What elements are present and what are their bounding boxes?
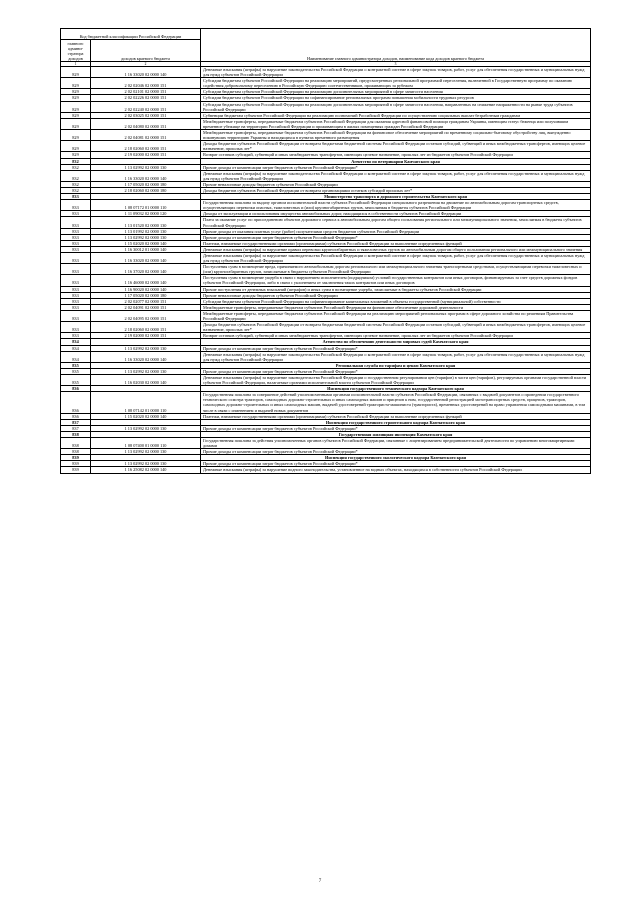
- revenue-code-cell: 1 15 02020 02 0000 140: [91, 413, 201, 419]
- revenue-code-cell: 1 13 01520 02 0000 130: [91, 217, 201, 228]
- revenue-code-cell: 1 13 01992 02 0000 130: [91, 228, 201, 234]
- revenue-name-cell: Прочие неналоговые доходы бюджетов субъектов Российской Федерации: [201, 292, 591, 298]
- admin-code-cell: 836: [61, 386, 91, 392]
- admin-code-cell: 833: [61, 275, 91, 286]
- admin-code-cell: 832: [61, 164, 91, 170]
- revenue-name-cell: Денежные взыскания (штрафы) за нарушение законодательства Российской Федерации о государственном регулировании цен (тарифов) в части цен (тарифов), регулируемых органами государственной власти субъектов Российской Федерации, налагаемые органами исполнительной власти субъектов Российской Федерации: [201, 374, 591, 385]
- admin-code-cell: 833: [61, 217, 91, 228]
- admin-code-cell: 833: [61, 333, 91, 339]
- revenue-code-cell: 2 02 02077 02 0000 151: [91, 298, 201, 304]
- revenue-name-cell: Прочие доходы от компенсации затрат бюджетов субъектов Российской Федерации*: [201, 164, 591, 170]
- admin-code-cell: 833: [61, 298, 91, 304]
- section-title-cell: Агентство по обеспечению деятельности мировых судей Камчатского края: [201, 339, 591, 345]
- revenue-name-cell: Денежные взыскания (штрафы) за нарушение законодательства Российской Федерации о контрактной системе в сфере закупок товаров, работ, услуг для обеспечения государственных и муниципальных нужд для нужд субъектов Российской Федерации: [201, 351, 591, 362]
- revenue-code-cell: 1 15 02020 02 0000 140: [91, 240, 201, 246]
- revenue-name-cell: Государственная пошлина за совершение действий уполномоченными органами исполнительной власти субъектов Российской Федерации, связанных с выдачей документов о проведении государственного технического осмотра тракторов, самоходных дорожно-строительных и иных самоходных машин и прицепов к ним, государственной регистрацией мототранспортных средств, прицепов, тракторов, самоходных дорожно-строительных и иных самоходных машин, выдачей удостоверений тракториста-машиниста (тракториста), временных удостоверений на право управления самоходными машинами, в том числе в связи с изменением и выдачей новых документов: [201, 392, 591, 413]
- admin-code-cell: 832: [61, 170, 91, 181]
- column-number: 1: [61, 62, 91, 67]
- admin-code-cell: 838: [61, 438, 91, 449]
- admin-code-cell: 834: [61, 339, 91, 345]
- table-row: [61, 152, 591, 158]
- revenue-code-cell: 1 08 07142 01 0000 110: [91, 392, 201, 413]
- revenue-name-cell: Денежные взыскания (штрафы) за нарушение водного законодательства, установленное на водных объектах, находящихся в собственности субъектов Российской Федерации: [201, 467, 591, 473]
- table-body: [61, 67, 591, 474]
- table-row: [61, 217, 591, 228]
- admin-code-cell: 833: [61, 304, 91, 310]
- table-row: [61, 101, 591, 112]
- revenue-name-cell: Денежные взыскания (штрафы) за нарушение законодательства Российской Федерации о контрактной системе в сфере закупок товаров, работ, услуг для обеспечения государственных и муниципальных нужд для нужд субъектов Российской Федерации: [201, 170, 591, 181]
- admin-code-cell: 835: [61, 368, 91, 374]
- admin-code-cell: 837: [61, 425, 91, 431]
- admin-code-cell: 832: [61, 158, 91, 164]
- admin-code-cell: 829: [61, 152, 91, 158]
- revenue-code-cell: 2 02 04091 02 0000 151: [91, 304, 201, 310]
- revenue-name-cell: Прочие поступления от денежных взысканий (штрафов) и иных сумм в возмещение ущерба, зачисляемые в бюджеты субъектов Российской Федерации: [201, 286, 591, 292]
- revenue-code-cell: 2 02 02240 02 0000 151: [91, 101, 201, 112]
- table-row: [61, 78, 591, 89]
- revenue-name-cell: Субсидии бюджетам субъектов Российской Федерации на реализацию дополнительных мероприятий в сфере занятости населения, направленных на снижение напряженности на рынке труда субъектов Российской Федерации: [201, 101, 591, 112]
- revenue-code-cell: 2 02 03025 02 0000 151: [91, 112, 201, 118]
- revenue-code-cell: 2 02 02046 02 0000 151: [91, 78, 201, 89]
- admin-code-cell: 839: [61, 467, 91, 473]
- revenue-name-cell: Возврат остатков субсидий, субвенций и иных межбюджетных трансфертов, имеющих целевое назначение, прошлых лет из бюджетов субъектов Российской Федерации: [201, 333, 591, 339]
- admin-code-cell: 834: [61, 345, 91, 351]
- section-title-cell: Инспекция государственного строительного надзора Камчатского края: [201, 419, 591, 425]
- revenue-code-cell: 1 16 46000 02 0000 140: [91, 275, 201, 286]
- admin-code-cell: 832: [61, 181, 91, 187]
- table-row: [61, 333, 591, 339]
- table-row: [61, 246, 591, 252]
- table-row: [61, 67, 591, 78]
- table-row: [61, 170, 591, 181]
- admin-code-cell: 833: [61, 200, 91, 211]
- revenue-code-cell: 1 17 05020 02 0000 180: [91, 181, 201, 187]
- revenue-code-cell: 1 16 25082 02 0000 140: [91, 467, 201, 473]
- revenue-code-cell: 1 16 30012 01 0000 140: [91, 246, 201, 252]
- admin-code-cell: 839: [61, 455, 91, 461]
- revenue-classification-table: [60, 28, 591, 474]
- revenue-name-cell: Прочие доходы от оказания платных услуг (работ) получателями средств бюджетов субъектов Российской Федерации: [201, 228, 591, 234]
- admin-code-cell: 829: [61, 95, 91, 101]
- revenue-code-cell: 2 19 02000 02 0000 151: [91, 152, 201, 158]
- revenue-name-cell: Межбюджетные трансферты, передаваемые бюджетам субъектов Российской Федерации для оказания адресной финансовой помощи гражданам Украины, имеющим статус беженца или получившим временное убежище на территории Российской Федерации и проживающим в жилых помещениях граждан Российской Федерации: [201, 118, 591, 129]
- admin-code-cell: 838: [61, 431, 91, 437]
- admin-code-cell: 832: [61, 187, 91, 193]
- revenue-name-cell: Прочие доходы от компенсации затрат бюджетов субъектов Российской Федерации*: [201, 425, 591, 431]
- admin-code-cell: 829: [61, 101, 91, 112]
- admin-code-cell: 833: [61, 234, 91, 240]
- admin-code-cell: 833: [61, 292, 91, 298]
- table-row: [61, 264, 591, 275]
- header-code-group: Код бюджетной классификации Российской Федерации: [61, 29, 201, 40]
- admin-code-cell: 829: [61, 118, 91, 129]
- revenue-name-cell: Платежи, взимаемые государственными органами (организациями) субъектов Российской Федерации за выполнение определенных функций: [201, 240, 591, 246]
- admin-code-cell: 833: [61, 310, 91, 321]
- revenue-code-cell: 2 02 04095 02 0000 151: [91, 310, 201, 321]
- revenue-name-cell: Субсидии бюджетам субъектов Российской Федерации на реализацию дополнительных мероприятий в сфере занятости населения: [201, 89, 591, 95]
- admin-code-cell: 836: [61, 392, 91, 413]
- revenue-name-cell: Прочие доходы от компенсации затрат бюджетов субъектов Российской Федерации*: [201, 234, 591, 240]
- document-page: [60, 28, 590, 474]
- revenue-name-cell: Государственная пошлина за выдачу органом исполнительной власти субъекта Российской Федерации специального разрешения на движение по автомобильным дорогам транспортных средств, осуществляющих перевозки опасных, тяжеловесных и (или) крупногабаритных грузов, зачисляемая в бюджеты субъектов Российской Федерации: [201, 200, 591, 211]
- revenue-name-cell: Государственная пошлина за действия уполномоченных органов субъектов Российской Федерации, связанные с лицензированием предпринимательской деятельности по управлению многоквартирными домами: [201, 438, 591, 449]
- section-title-cell: Региональная служба по тарифам и ценам Камчатского края: [201, 362, 591, 368]
- revenue-code-cell: 1 17 05020 02 0000 180: [91, 292, 201, 298]
- revenue-code-cell: 2 18 02060 02 0000 151: [91, 322, 201, 333]
- revenue-name-cell: Платежи, взимаемые государственными органами (организациями) субъектов Российской Федерации за выполнение определенных функций: [201, 413, 591, 419]
- revenue-code-cell: 2 02 04080 02 0000 151: [91, 118, 201, 129]
- section-title-cell: Агентство по ветеринарии Камчатского края: [201, 158, 591, 164]
- revenue-name-cell: Межбюджетные трансферты, передаваемые бюджетам субъектов Российской Федерации на реализацию мероприятий региональных программ в сфере дорожного хозяйства по решениям Правительства Российской Федерации: [201, 310, 591, 321]
- revenue-code-cell: 2 18 02060 02 0000 180: [91, 187, 201, 193]
- revenue-code-cell: 1 16 33020 02 0000 140: [91, 351, 201, 362]
- section-title-cell: Государственная жилищная инспекция Камчатского края: [201, 431, 591, 437]
- revenue-code-cell: 1 13 02992 02 0000 130: [91, 449, 201, 455]
- table-row: [61, 141, 591, 152]
- revenue-code-cell: 1 13 02992 02 0000 130: [91, 234, 201, 240]
- table-row: [61, 118, 591, 129]
- admin-code-cell: 829: [61, 67, 91, 78]
- revenue-code-cell: 1 13 02992 02 0000 130: [91, 164, 201, 170]
- table-row: [61, 310, 591, 321]
- revenue-code-cell: 1 13 02992 02 0000 130: [91, 425, 201, 431]
- revenue-name-cell: Денежные взыскания (штрафы) за нарушение правил перевозки крупногабаритных и тяжеловесных грузов по автомобильным дорогам общего пользования регионального или межмуниципального значения: [201, 246, 591, 252]
- revenue-code-cell: 1 13 02992 02 0000 130: [91, 368, 201, 374]
- table-row: [61, 351, 591, 362]
- header-name-column: Наименование главного администратора доходов, наименование кода доходов краевого бюджета: [201, 29, 591, 62]
- revenue-code-cell: 2 19 02000 02 0000 151: [91, 333, 201, 339]
- revenue-name-cell: Прочие доходы от компенсации затрат бюджетов субъектов Российской Федерации*: [201, 461, 591, 467]
- admin-code-cell: 837: [61, 419, 91, 425]
- admin-code-cell: 829: [61, 112, 91, 118]
- admin-code-cell: 835: [61, 362, 91, 368]
- table-header: [61, 29, 591, 67]
- column-number: 2: [91, 62, 201, 67]
- table-row: [61, 112, 591, 118]
- admin-code-cell: 833: [61, 246, 91, 252]
- revenue-code-cell: 1 16 37020 02 0000 140: [91, 264, 201, 275]
- revenue-name-cell: Доходы бюджетов субъектов Российской Федерации от возврата бюджетами бюджетной системы Российской Федерации остатков субсидий, субвенций и иных межбюджетных трансфертов, имеющих целевое назначение, прошлых лет*: [201, 322, 591, 333]
- table-row: [61, 438, 591, 449]
- page-number: 7: [318, 879, 322, 884]
- table-row: [61, 253, 591, 264]
- table-row: [61, 130, 591, 141]
- revenue-name-cell: Поступления сумм в возмещение вреда, причиняемого автомобильным дорогам регионального или межмуниципального значения транспортными средствами, осуществляющими перевозки тяжеловесных и (или) крупногабаритных грузов, зачисляемые в бюджеты субъектов Российской Федерации: [201, 264, 591, 275]
- column-number: 3: [201, 62, 591, 67]
- revenue-name-cell: Возврат остатков субсидий, субвенций и иных межбюджетных трансфертов, имеющих целевое назначение, прошлых лет из бюджетов субъектов Российской Федерации: [201, 152, 591, 158]
- section-title-cell: Инспекция государственного экологического надзора Камчатского края: [201, 455, 591, 461]
- admin-code-cell: 833: [61, 253, 91, 264]
- revenue-name-cell: Доходы бюджетов субъектов Российской Федерации от возврата организациями остатков субсидий прошлых лет*: [201, 187, 591, 193]
- revenue-name-cell: Доходы от эксплуатации и использования имущества автомобильных дорог, находящихся в собственности субъектов Российской Федерации: [201, 211, 591, 217]
- revenue-name-cell: Субвенции бюджетам субъектов Российской Федерации на реализацию полномочий Российской Федерации по осуществлению социальных выплат безработным гражданам: [201, 112, 591, 118]
- revenue-code-cell: 2 02 04081 02 0000 151: [91, 130, 201, 141]
- admin-code-cell: 833: [61, 286, 91, 292]
- table-row: [61, 275, 591, 286]
- table-row: [61, 322, 591, 333]
- header-revenue-code: доходов краевого бюджета: [91, 40, 201, 62]
- revenue-name-cell: Денежные взыскания (штрафы) за нарушение законодательства Российской Федерации о контрактной системе в сфере закупок товаров, работ, услуг для обеспечения государственных и муниципальных нужд для нужд субъектов Российской Федерации: [201, 253, 591, 264]
- revenue-name-cell: Доходы бюджетов субъектов Российской Федерации от возврата бюджетами бюджетной системы Российской Федерации остатков субсидий, субвенций и иных межбюджетных трансфертов, имеющих целевое назначение, прошлых лет*: [201, 141, 591, 152]
- revenue-code-cell: 1 16 33020 02 0000 140: [91, 170, 201, 181]
- revenue-name-cell: Межбюджетные трансферты, передаваемые бюджетам субъектов Российской Федерации на финансовое обеспечение мероприятий по временному социально-бытовому обустройству лиц, вынужденно покинувших территорию Украины и находящихся в пунктах временного размещения: [201, 130, 591, 141]
- admin-code-cell: 835: [61, 374, 91, 385]
- revenue-code-cell: 1 13 02992 02 0000 130: [91, 461, 201, 467]
- admin-code-cell: 836: [61, 413, 91, 419]
- revenue-code-cell: 2 02 02226 02 0000 151: [91, 95, 201, 101]
- section-title-cell: Министерство транспорта и дорожного строительства Камчатского края: [201, 194, 591, 200]
- revenue-name-cell: Субсидии бюджетам субъектов Российской Федерации на реализацию мероприятий, предусмотренных региональной программой переселения, включенной в Государственную программу по оказанию содействия добровольному переселению в Российскую Федерацию соотечественников, проживающих за рубежом: [201, 78, 591, 89]
- admin-code-cell: 833: [61, 194, 91, 200]
- admin-code-cell: 833: [61, 240, 91, 246]
- revenue-code-cell: 2 02 02101 02 0000 151: [91, 89, 201, 95]
- revenue-name-cell: Субсидии бюджетам субъектов Российской Федерации на софинансирование капитальных вложений в объекты государственной (муниципальной) собственности: [201, 298, 591, 304]
- admin-code-cell: 829: [61, 130, 91, 141]
- revenue-name-cell: Прочие неналоговые доходы бюджетов субъектов Российской Федерации: [201, 181, 591, 187]
- revenue-code-cell: 1 16 90020 02 0000 140: [91, 286, 201, 292]
- admin-code-cell: 829: [61, 141, 91, 152]
- revenue-code-cell: 1 08 07172 01 0000 110: [91, 200, 201, 211]
- revenue-code-cell: 2 18 02060 02 0000 151: [91, 141, 201, 152]
- admin-code-cell: 829: [61, 78, 91, 89]
- revenue-name-cell: Прочие доходы от компенсации затрат бюджетов субъектов Российской Федерации*: [201, 449, 591, 455]
- revenue-code-cell: 1 08 07400 01 0000 110: [91, 438, 201, 449]
- table-row: [61, 374, 591, 385]
- revenue-code-cell: 1 13 02992 02 0000 130: [91, 345, 201, 351]
- admin-code-cell: 839: [61, 461, 91, 467]
- revenue-name-cell: Межбюджетные трансферты, передаваемые бюджетам субъектов Российской Федерации на финансовое обеспечение дорожной деятельности: [201, 304, 591, 310]
- table-row: [61, 200, 591, 211]
- admin-code-cell: 838: [61, 449, 91, 455]
- admin-code-cell: 833: [61, 322, 91, 333]
- admin-code-cell: 833: [61, 211, 91, 217]
- revenue-name-cell: Прочие доходы от компенсации затрат бюджетов субъектов Российской Федерации*: [201, 368, 591, 374]
- revenue-name-cell: Денежные взыскания (штрафы) за нарушение законодательства Российской Федерации о контрактной системе в сфере закупок товаров, работ, услуг для обеспечения государственных и муниципальных нужд для нужд субъектов Российской Федерации: [201, 67, 591, 78]
- section-title-cell: Инспекция государственного технического надзора Камчатского края: [201, 386, 591, 392]
- table-row: [61, 467, 591, 473]
- header-admin-code: главного админи-стратора доходов: [61, 40, 91, 62]
- admin-code-cell: 829: [61, 89, 91, 95]
- table-row: [61, 392, 591, 413]
- revenue-name-cell: Прочие доходы от компенсации затрат бюджетов субъектов Российской Федерации*: [201, 345, 591, 351]
- revenue-name-cell: Плата за оказание услуг по присоединению объектов дорожного сервиса к автомобильным дорогам общего пользования регионального или межмуниципального значения, зачисляемая в бюджеты субъектов Российской Федерации: [201, 217, 591, 228]
- revenue-code-cell: 1 16 33020 02 0000 140: [91, 67, 201, 78]
- admin-code-cell: 833: [61, 228, 91, 234]
- admin-code-cell: 833: [61, 264, 91, 275]
- revenue-code-cell: 1 16 02030 02 0000 140: [91, 374, 201, 385]
- admin-code-cell: 834: [61, 351, 91, 362]
- revenue-name-cell: Поступления сумм в возмещение ущерба в связи с нарушением исполнителем (подрядчиком) условий государственных контрактов или иных договоров, финансируемых за счет средств дорожных фондов субъектов Российской Федерации, либо в связи с уклонением от заключения таких контрактов или иных договоров: [201, 275, 591, 286]
- revenue-code-cell: 1 16 33020 02 0000 140: [91, 253, 201, 264]
- revenue-name-cell: Субсидии бюджетам субъектов Российской Федерации на софинансирование региональных программ повышения мобильности трудовых ресурсов: [201, 95, 591, 101]
- revenue-code-cell: 1 11 09032 02 0000 120: [91, 211, 201, 217]
